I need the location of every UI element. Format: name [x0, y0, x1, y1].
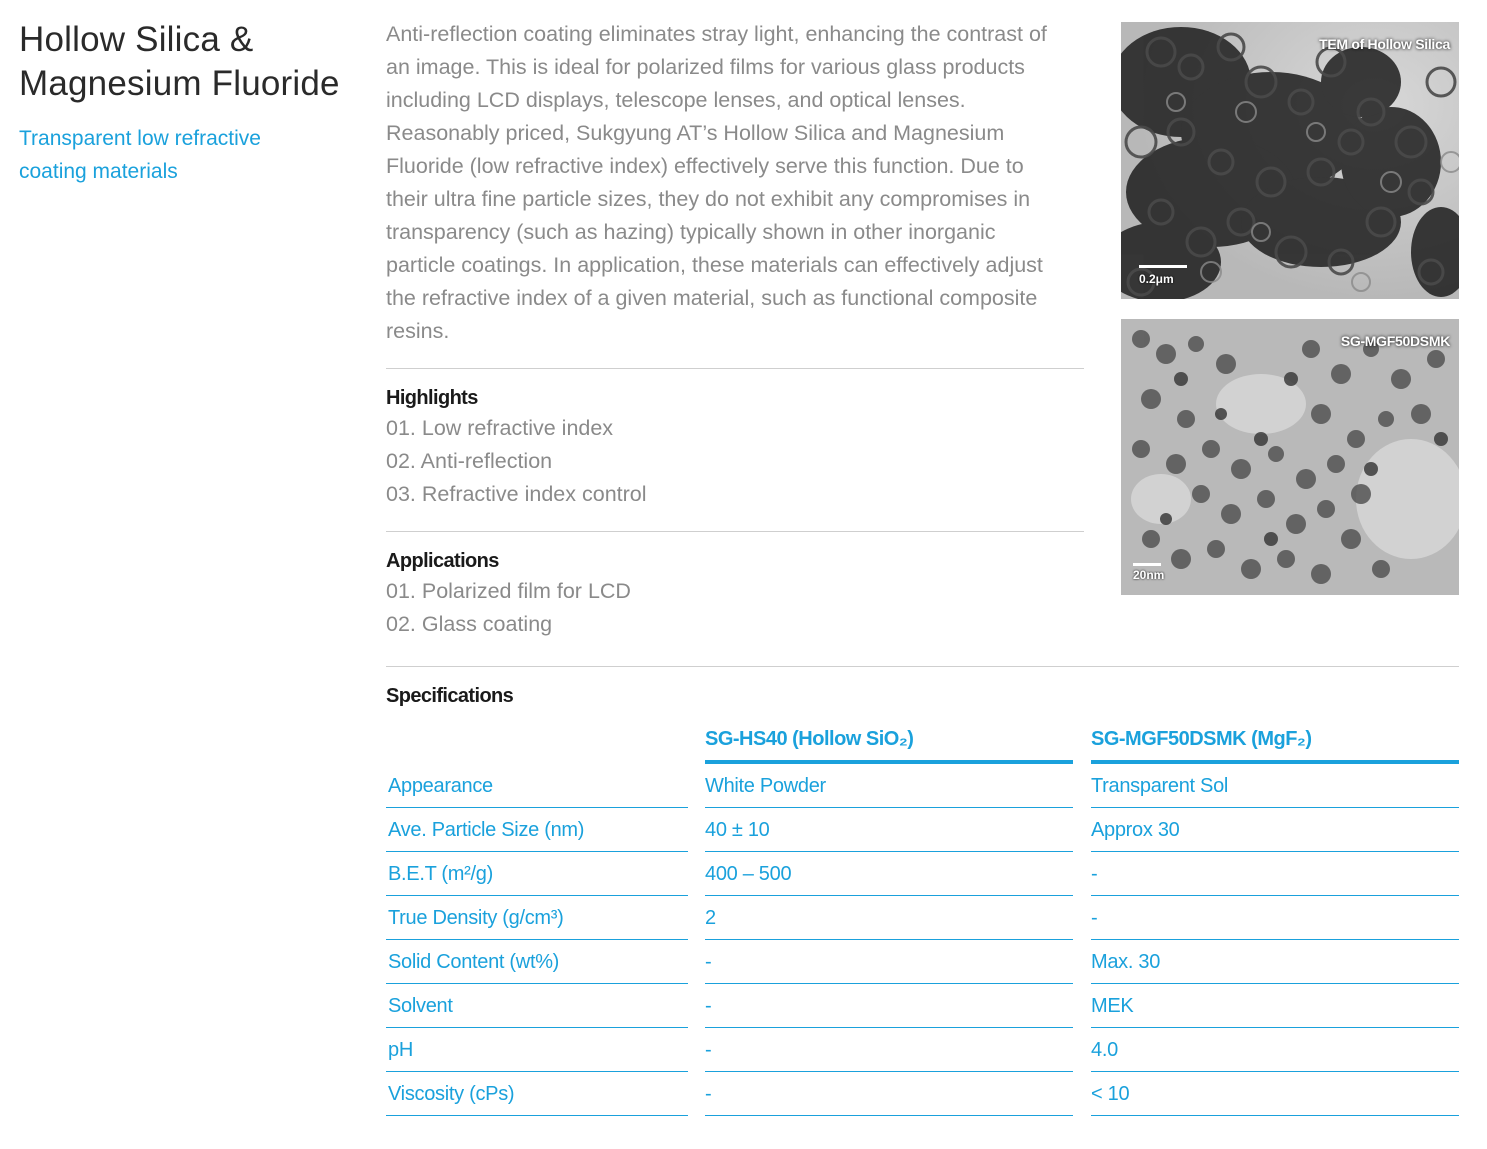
applications-heading: Applications	[386, 550, 499, 572]
table-row	[386, 1072, 1459, 1116]
intro-line: particle coatings. In application, these materials can effectively adjust	[386, 253, 1043, 277]
highlights-section	[386, 384, 1086, 511]
table-row	[386, 984, 1459, 1028]
page-title	[19, 18, 359, 106]
specifications-section	[386, 666, 1459, 1105]
intro-line: Anti-reflection coating eliminates stray light, enhancing the contrast of	[386, 22, 1047, 46]
scale-label: 20nm	[1133, 568, 1165, 582]
row-label: Appearance	[386, 764, 688, 808]
table-cell: Approx 30	[1091, 808, 1459, 852]
table-cell: -	[705, 1028, 1073, 1072]
figure-caption: TEM of Hollow Silica	[1319, 36, 1450, 52]
intro-line: the refractive index of a given material, such as functional composite	[386, 286, 1038, 310]
intro-line: Fluoride (low refractive index) effectively serve this function. Due to	[386, 154, 1024, 178]
row-label: Viscosity (cPs)	[386, 1072, 688, 1116]
specifications-heading: Specifications	[386, 685, 514, 707]
table-cell: -	[705, 1072, 1073, 1116]
table-cell: White Powder	[705, 764, 1073, 808]
table-header-row	[386, 720, 1459, 764]
tem-hollow-silica-image	[1121, 22, 1459, 299]
intro-paragraph	[386, 18, 1086, 348]
list-item: 01. Low refractive index	[386, 416, 614, 440]
table-cell: Max. 30	[1091, 940, 1459, 984]
figure-caption: SG-MGF50DSMK	[1340, 333, 1450, 349]
table-cell: -	[1091, 852, 1459, 896]
table-cell: Transparent Sol	[1091, 764, 1459, 808]
list-item: 03. Refractive index control	[386, 482, 647, 506]
row-label: pH	[386, 1028, 688, 1072]
table-cell: 4.0	[1091, 1028, 1459, 1072]
row-label: Ave. Particle Size (nm)	[386, 808, 688, 852]
table-cell: 400 – 500	[705, 852, 1073, 896]
table-header-empty	[386, 720, 688, 764]
intro-line: resins.	[386, 319, 450, 343]
page-title-line: Magnesium Fluoride	[19, 64, 340, 103]
row-label: Solid Content (wt%)	[386, 940, 688, 984]
intro-line: Reasonably priced, Sukgyung AT’s Hollow Silica and Magnesium	[386, 121, 1005, 145]
intro-line: transparency (such as hazing) typically shown in other inorganic	[386, 220, 996, 244]
left-column	[19, 18, 359, 188]
scale-bar	[1133, 563, 1161, 566]
tem-mgf2-image	[1121, 319, 1459, 595]
table-row	[386, 852, 1459, 896]
scale-label: 0.2μm	[1139, 272, 1174, 286]
table-row	[386, 1028, 1459, 1072]
page-subtitle-line: Transparent low refractive	[19, 127, 261, 150]
section-divider	[386, 531, 1084, 532]
page-title-line: Hollow Silica &	[19, 20, 254, 59]
table-cell: -	[705, 940, 1073, 984]
highlights-list	[386, 412, 1086, 511]
table-cell: MEK	[1091, 984, 1459, 1028]
list-item: 02. Anti-reflection	[386, 449, 553, 473]
table-cell: -	[1091, 896, 1459, 940]
table-row	[386, 764, 1459, 808]
table-header-cell: SG-MGF50DSMK (MgF₂)	[1091, 720, 1459, 764]
applications-section	[386, 547, 1086, 641]
description-column	[386, 18, 1086, 641]
table-header-cell: SG-HS40 (Hollow SiO₂)	[705, 720, 1073, 764]
table-cell: 2	[705, 896, 1073, 940]
section-divider	[386, 368, 1084, 369]
tem-hollow-silica-graphic	[1121, 22, 1459, 299]
table-row	[386, 896, 1459, 940]
section-divider	[386, 666, 1459, 667]
table-cell: 40 ± 10	[705, 808, 1073, 852]
list-item: 01. Polarized film for LCD	[386, 579, 631, 603]
table-cell: -	[705, 984, 1073, 1028]
row-label: True Density (g/cm³)	[386, 896, 688, 940]
scale-bar	[1139, 265, 1187, 268]
highlights-heading: Highlights	[386, 387, 478, 409]
intro-line: their ultra fine particle sizes, they do not exhibit any compromises in	[386, 187, 1031, 211]
table-row	[386, 940, 1459, 984]
tem-mgf2-graphic	[1121, 319, 1459, 595]
list-item: 02. Glass coating	[386, 612, 553, 636]
page-subtitle-line: coating materials	[19, 160, 178, 183]
row-label: Solvent	[386, 984, 688, 1028]
table-cell: < 10	[1091, 1072, 1459, 1116]
table-row	[386, 808, 1459, 852]
row-label: B.E.T (m²/g)	[386, 852, 688, 896]
page-subtitle	[19, 122, 359, 188]
intro-line: an image. This is ideal for polarized films for various glass products	[386, 55, 1025, 79]
applications-list	[386, 575, 1086, 641]
intro-line: including LCD displays, telescope lenses, and optical lenses.	[386, 88, 966, 112]
specifications-table	[386, 720, 1459, 1116]
